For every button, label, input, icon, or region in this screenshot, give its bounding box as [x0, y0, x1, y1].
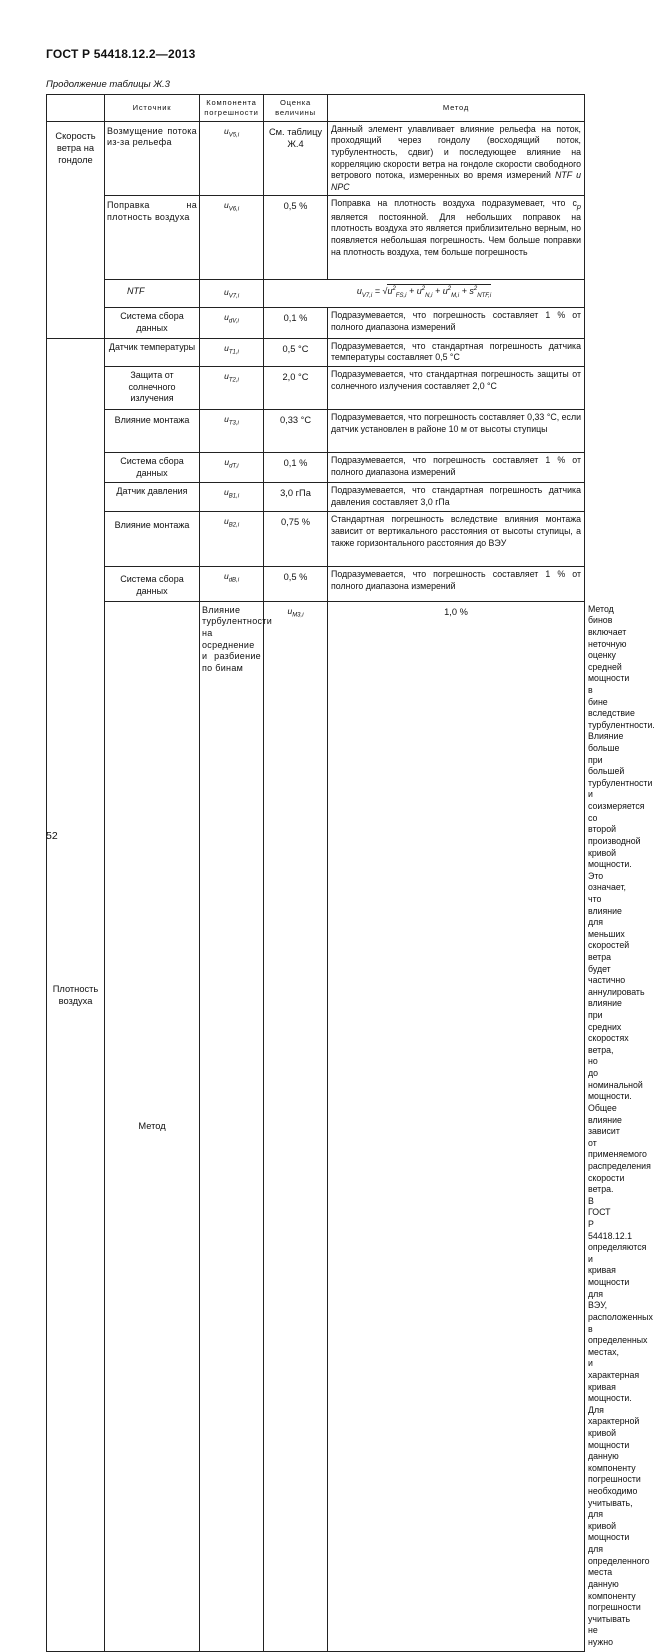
method-text: Подразумевается, что стандартная погрешность датчика давления составляет 3,0 гПа: [328, 483, 585, 512]
component-symbol: $u_{dT,i}$: [200, 452, 264, 482]
component-symbol: $u_{B2,i}$: [200, 512, 264, 567]
estimate-value: 3,0 гПа: [264, 483, 328, 512]
group-method: Метод: [105, 601, 200, 1651]
table-header-row: [47, 95, 585, 122]
table-row: [47, 452, 585, 482]
component-symbol: $u_{T1,i}$: [200, 338, 264, 366]
component-symbol: $u_{V5,i}$: [200, 121, 264, 196]
method-text: Поправка на плотность воздуха подразумевает, что $c_p$ является постоянной. Для небольших поправок на плотность воздуха это является приблизительно верным, но появляется небольшая погрешность. Чем больше поправки на плотность воздуха, тем больше погрешность: [328, 196, 585, 280]
component-symbol: $u_{M3,i}$: [264, 601, 328, 1651]
table-row: [47, 308, 585, 338]
source-name: Влияние монтажа: [105, 409, 200, 452]
table-caption: Продолжение таблицы Ж.3: [46, 79, 170, 90]
source-name: Возмущение потока из-за рельефа: [105, 121, 200, 196]
header-source: Источник: [105, 95, 200, 122]
component-symbol: $u_{T2,i}$: [200, 366, 264, 409]
table-row: [47, 567, 585, 601]
table-row: [47, 121, 585, 196]
method-text: Стандартная погрешность вследствие влияния монтажа зависит от вертикального расстояния от высоты ступицы, а также горизонтального расстояния до ВЭУ: [328, 512, 585, 567]
table-row: Метод Влияние турбулентности на осреднение и разбиение по бинам $u_{M3,i}$ 1,0 % Метод бинов включает неточную оценку средней мощности в бине вследствие турбулентности. Влияние больше при большей турбулентности и соизмеряется со второй производной кривой мощности. Это означает, что влияние для меньших скоростей ветра будет частично аннулировать влияние при средних скоростях ветра, но до номинальной мощности. Общее влияние зависит от применяемого распределения скорости ветра. В ГОСТ Р 54418.12.1 определяются и кривая мощности для ВЭУ, расположенных в определенных местах, и характерная кривая мощности. Для характерной кривой мощности данную компоненту погрешности необходимо учитывать, для кривой мощности для определенного места данную компоненту погрешности учитывать не нужно: [47, 601, 585, 1651]
document-header: ГОСТ Р 54418.12.2—2013: [46, 47, 196, 61]
estimate-value: См. таблицу Ж.4: [264, 121, 328, 196]
component-symbol: $u_{V6,i}$: [200, 196, 264, 280]
table-row: [47, 483, 585, 512]
source-name: Датчик давления: [105, 483, 200, 512]
component-symbol: $u_{B1,i}$: [200, 483, 264, 512]
uncertainty-table: [46, 94, 655, 1652]
estimate-value: 0,5 °С: [264, 338, 328, 366]
source-name: Датчик температуры: [105, 338, 200, 366]
estimate-value: 2,0 °С: [264, 366, 328, 409]
header-component: Компонента погрешности: [200, 95, 264, 122]
source-name: Поправка на плотность воздуха: [105, 196, 200, 280]
table-row: [47, 366, 585, 409]
source-name: Влияние монтажа: [105, 512, 200, 567]
group-air-density: Плотность воздуха: [47, 338, 105, 1651]
source-name: NTF: [105, 280, 200, 308]
page-number: 52: [46, 830, 58, 842]
method-text: Подразумевается, что погрешность составляет 0,33 °С, если датчик установлен в районе 10 м от высоты ступицы: [328, 409, 585, 452]
source-name: Система сбора данных: [105, 567, 200, 601]
method-text: Подразумевается, что стандартная погрешность защиты от солнечного излучения составляет 2,0 °С: [328, 366, 585, 409]
estimate-value: 0,33 °С: [264, 409, 328, 452]
header-method: Метод: [328, 95, 585, 122]
estimate-value: 0,1 %: [264, 452, 328, 482]
table-row: [47, 512, 585, 567]
table-row: [47, 280, 585, 308]
component-symbol: $u_{dV,i}$: [200, 308, 264, 338]
method-text: Подразумевается, что погрешность составляет 1 % от полного диапазона измерений: [328, 452, 585, 482]
header-blank: [47, 95, 105, 122]
source-name: Система сбора данных: [105, 308, 200, 338]
table-row: [47, 409, 585, 452]
estimate-value: 0,75 %: [264, 512, 328, 567]
ntf-formula: $u_{V7,i} = √u^2_{FS,i} + u^2_{N,i} + u^2_{M,i} + s^2_{NTF,i}$: [264, 280, 585, 308]
method-text: Данный элемент улавливает влияние рельефа на поток, проходящий через гондолу (восходящий поток, турбулентность, сдвиг) и последующее влияние на корреляцию скорости ветра на гондоле скорости свободного ветрового потока, измеренных во время измерений NTF и NPC: [328, 121, 585, 196]
table-row: [47, 196, 585, 280]
component-symbol: $u_{dB,i}$: [200, 567, 264, 601]
estimate-value: 1,0 %: [328, 601, 585, 1651]
estimate-value: 0,5 %: [264, 567, 328, 601]
table-row: [47, 338, 585, 366]
source-name: Защита от солнечного излучения: [105, 366, 200, 409]
component-symbol: $u_{T3,i}$: [200, 409, 264, 452]
estimate-value: 0,5 %: [264, 196, 328, 280]
component-symbol: $u_{V7,i}$: [200, 280, 264, 308]
group-wind-speed: Скорость ветра на гондоле: [47, 121, 105, 338]
source-name: Влияние турбулентности на осреднение и разбиение по бинам: [200, 601, 264, 1651]
method-text: Подразумевается, что погрешность составляет 1 % от полного диапазона измерений: [328, 567, 585, 601]
source-name: Система сбора данных: [105, 452, 200, 482]
header-estimate: Оценка величины: [264, 95, 328, 122]
estimate-value: 0,1 %: [264, 308, 328, 338]
method-text: Подразумевается, что стандартная погрешность датчика температуры составляет 0,5 °С: [328, 338, 585, 366]
method-text: Подразумевается, что погрешность составляет 1 % от полного диапазона измерений: [328, 308, 585, 338]
